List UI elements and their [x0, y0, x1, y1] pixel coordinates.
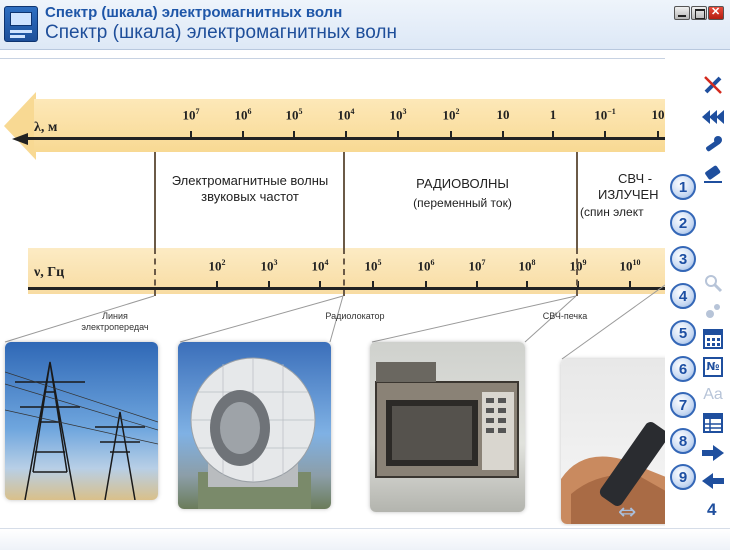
table-icon[interactable] — [701, 412, 725, 434]
pylon-illustration — [5, 342, 158, 500]
arrow-left-icon[interactable] — [701, 470, 725, 492]
tools-icon[interactable] — [701, 134, 725, 156]
caption-microwave-oven: СВЧ-печка — [542, 311, 588, 321]
frequency-tick-label: $10^4$ — [311, 258, 329, 274]
wavelength-tick-label: $10^7$ — [182, 107, 200, 123]
region-radio-name: РАДИОВОЛНЫ — [416, 176, 509, 191]
rewind-icon[interactable] — [701, 106, 725, 128]
wavelength-tick-label: $10^5$ — [285, 107, 303, 123]
numbered-list-icon[interactable] — [701, 356, 725, 378]
close-button[interactable] — [708, 6, 724, 20]
wavelength-tick-label: 1 — [549, 107, 557, 122]
region-radio-sub: (переменный ток) — [413, 196, 512, 210]
section-3-button[interactable]: 3 — [670, 246, 696, 272]
section-6-button[interactable]: 6 — [670, 356, 696, 382]
frequency-tick-label: $10^2$ — [208, 258, 226, 274]
frequency-tick-label: $10^3$ — [260, 258, 278, 274]
microwave-illustration — [370, 342, 525, 512]
frequency-tick-label: $10^9$ — [569, 258, 587, 274]
right-toolbar — [666, 50, 730, 528]
wavelength-unit-label: λ, м — [34, 120, 58, 135]
wavelength-tick-label: $10^3$ — [389, 107, 407, 123]
region-microwave-name1: СВЧ - — [618, 171, 653, 186]
section-4-button[interactable]: 4 — [670, 283, 696, 309]
region-microwave-name2: ИЗЛУЧЕН — [598, 187, 659, 202]
photo-mobile-phone — [561, 359, 665, 524]
section-7-button[interactable]: 7 — [670, 392, 696, 418]
region-sound-name: Электромагнитные волны звуковых частот — [171, 173, 329, 204]
wavelength-tick-label: 10 — [651, 107, 665, 122]
page-number: 4 — [707, 500, 717, 519]
zoom-icon[interactable] — [701, 272, 725, 294]
caption-power-line: Линия электропередач — [81, 311, 149, 332]
wavelength-tick-label: $10^6$ — [234, 107, 252, 123]
minimize-button[interactable] — [674, 6, 690, 20]
frequency-unit-label: ν, Гц — [34, 265, 65, 280]
section-5-button[interactable]: 5 — [670, 320, 696, 346]
caption-radar: Радиолокатор — [325, 311, 385, 321]
frequency-tick-label: $10^{10}$ — [619, 258, 641, 274]
frequency-tick-label: $10^6$ — [417, 258, 435, 274]
settings-icon[interactable] — [701, 300, 725, 322]
app-icon — [4, 6, 38, 42]
wavelength-tick-label: $10^2$ — [442, 107, 460, 123]
section-2-button[interactable]: 2 — [670, 210, 696, 236]
wavelength-tick-label: $10^4$ — [337, 107, 355, 123]
wavelength-tick-label: 10 — [496, 107, 510, 122]
title-bar — [0, 0, 730, 50]
section-9-button[interactable]: 9 — [670, 464, 696, 490]
eraser-icon[interactable] — [701, 162, 725, 184]
page-title: Спектр (шкала) электромагнитных волн — [45, 22, 397, 43]
window-title: Спектр (шкала) электромагнитных волн — [45, 4, 343, 21]
status-bar — [0, 528, 730, 550]
page-nav-arrows-icon[interactable]: ⇔ — [618, 500, 637, 525]
photo-radar — [178, 342, 331, 509]
frequency-tick-label: $10^5$ — [364, 258, 382, 274]
font-icon[interactable] — [701, 384, 725, 406]
arrow-right-icon[interactable] — [701, 442, 725, 464]
photo-microwave — [370, 342, 525, 512]
wavelength-tick-label: $10^{-1}$ — [594, 107, 616, 123]
font-glyph: Aa — [703, 386, 723, 403]
calculator-icon[interactable] — [701, 328, 725, 350]
phone-illustration — [561, 359, 665, 524]
pen-off-icon[interactable] — [701, 74, 725, 96]
radar-dome-illustration — [178, 342, 331, 509]
section-1-button[interactable]: 1 — [670, 174, 696, 200]
numbered-list-glyph: № — [703, 357, 723, 377]
maximize-button[interactable] — [691, 6, 707, 20]
frequency-tick-label: $10^7$ — [468, 258, 486, 274]
photo-power-line — [5, 342, 158, 500]
section-8-button[interactable]: 8 — [670, 428, 696, 454]
spectrum-diagram — [0, 58, 665, 526]
region-microwave-sub: (спин элект — [580, 205, 644, 219]
frequency-tick-label: $10^8$ — [518, 258, 536, 274]
